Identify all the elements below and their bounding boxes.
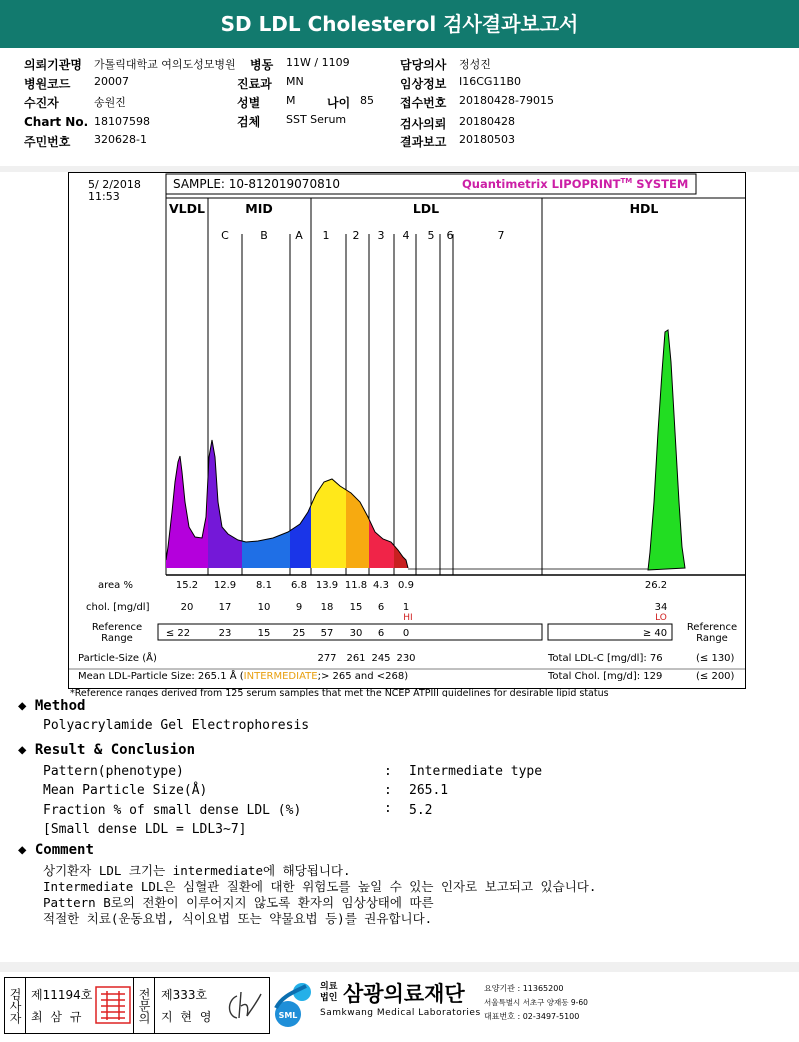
ref-label-right-1: Reference: [686, 622, 738, 633]
lipoprint-sample: SAMPLE: 10-812019070810: [173, 177, 340, 191]
examiner-label: 검사자: [5, 978, 26, 1033]
ward-label: 병동: [250, 58, 274, 72]
sex-value: M: [286, 94, 296, 107]
group-label-mid: MID: [245, 201, 273, 216]
ref-label-right-2: Range: [696, 633, 728, 644]
clinical-label: 임상정보: [400, 77, 447, 91]
band-label: 4: [402, 229, 410, 242]
ref-value: 30: [349, 628, 363, 639]
signature-box: [4, 977, 270, 1034]
lab-name: 삼광의료재단: [343, 982, 465, 1006]
dept-value: MN: [286, 75, 304, 88]
total-ldl: Total LDL-C [mg/dl]: 76: [548, 653, 663, 664]
comment-line: 상기환자 LDL 크기는 intermediate에 해당됩니다.: [43, 863, 351, 878]
specimen-value: SST Serum: [286, 113, 347, 126]
ref-value: 57: [320, 628, 334, 639]
method-text: Polyacrylamide Gel Electrophoresis: [43, 718, 310, 733]
result-heading: Result & Conclusion: [34, 742, 196, 758]
lipoprint-report: [68, 172, 746, 697]
ref-value: 23: [218, 628, 232, 639]
clinical-value: I16CG11B0: [459, 75, 521, 88]
lab-name-en: Samkwang Medical Laboratories: [320, 1008, 481, 1018]
chol-value: 17: [218, 602, 232, 613]
ref-label-1: Reference: [91, 622, 143, 633]
lipoprint-date: 5/ 2/2018: [88, 178, 141, 191]
lab-prefix: [320, 982, 337, 1004]
hospital-label: 의뢰기관명: [24, 58, 82, 72]
hi-flag: HI: [403, 613, 413, 623]
band-label: C: [221, 229, 229, 242]
patient-label: 수진자: [24, 96, 59, 110]
chart-value: 18107598: [94, 115, 150, 128]
code-label: 병원코드: [24, 77, 71, 91]
dept-label: 진료과: [237, 77, 272, 91]
specimen-label: 검체: [237, 115, 261, 129]
lab-logo-icon: [272, 978, 320, 1028]
group-label-vldl: VLDL: [169, 201, 205, 216]
chol-value: 6: [377, 602, 385, 613]
patient-info: [0, 48, 799, 167]
area-value: 4.3: [373, 580, 389, 591]
lo-flag: LO: [655, 613, 667, 623]
chol-value: 20: [180, 602, 194, 613]
band-label: 3: [377, 229, 385, 242]
id-value: 320628-1: [94, 133, 147, 146]
id-label: 주민번호: [24, 135, 71, 149]
area-value: 12.9: [213, 580, 237, 591]
specialist-label: 전문의: [133, 978, 155, 1033]
result-row-label: Pattern(phenotype): [43, 764, 184, 779]
chol-value: 9: [295, 602, 303, 613]
lab-prefix-2: 법인: [320, 993, 338, 1003]
request-value: 20180428: [459, 115, 515, 128]
area-value: 11.8: [344, 580, 368, 591]
doctor-value: 정성진: [459, 58, 491, 71]
area-value: 13.9: [315, 580, 339, 591]
band-label: A: [295, 229, 303, 242]
patient-value: 송원진: [94, 96, 126, 109]
ref-value: 6: [377, 628, 385, 639]
comment-line: 적절한 치료(운동요법, 식이요법 또는 약물요법 등)를 권유합니다.: [43, 911, 433, 926]
lipoprint-footnote: *Reference ranges derived from 125 serum samples that met the NCEP ATPIII guidelines for desirable lipid status: [70, 688, 609, 697]
report-title: SD LDL Cholesterol 검사결과보고서: [0, 0, 799, 48]
psize-value: 230: [396, 653, 416, 664]
hdl-ref-value: ≥ 40: [642, 628, 668, 639]
result-row-value: 5.2: [409, 803, 433, 818]
ref-value: 15: [257, 628, 271, 639]
ref-value: ≤ 22: [165, 628, 191, 639]
result-row-label: Fraction % of small dense LDL (%): [43, 803, 302, 818]
total-chol-ref: (≤ 200): [696, 671, 735, 682]
age-label: 나이: [327, 96, 351, 110]
chol-value: 10: [257, 602, 271, 613]
code-value: 20007: [94, 75, 129, 88]
area-value: 8.1: [256, 580, 272, 591]
chol-value: 18: [320, 602, 334, 613]
mean-size-line: Mean LDL-Particle Size: 265.1 Å (INTERMEDIATE;> 265 and <268): [78, 671, 409, 682]
psize-label: Particle-Size (Å): [78, 653, 157, 664]
lab-logo-text: SML: [278, 1011, 298, 1020]
doctor-label: 담당의사: [400, 58, 447, 72]
group-label-ldl: LDL: [412, 201, 440, 216]
total-chol: Total Chol. [mg/d]: 129: [548, 671, 663, 682]
chol-value: 1: [402, 602, 410, 613]
result-row-value: 265.1: [409, 783, 449, 798]
comment-heading: Comment: [34, 842, 94, 858]
area-value: 0.9: [398, 580, 414, 591]
report-date-value: 20180503: [459, 133, 515, 146]
band-label: 2: [352, 229, 360, 242]
ward-value: 11W / 1109: [286, 56, 350, 69]
examiner-seal: [95, 986, 131, 1024]
psize-value: 245: [371, 653, 391, 664]
request-label: 검사의뢰: [400, 117, 447, 131]
lab-address: 서울특별시 서초구 양재동 9-60: [484, 998, 588, 1007]
comment-line: Intermediate LDL은 심혈관 질환에 대한 위험도를 높일 수 있는 인자로 보고되고 있습니다.: [43, 879, 597, 894]
band-label: 6: [446, 229, 454, 242]
accession-label: 접수번호: [400, 96, 447, 110]
footer-band: [0, 962, 799, 972]
area-value: 6.8: [291, 580, 307, 591]
band-label: 7: [497, 229, 505, 242]
area-label: area %: [98, 580, 133, 591]
age-value: 85: [360, 94, 374, 107]
result-note: [Small dense LDL = LDL3~7]: [43, 822, 247, 837]
area-value: 15.2: [175, 580, 199, 591]
lab-org-no: 요양기관 : 11365200: [484, 984, 564, 993]
result-colon: :: [384, 801, 392, 816]
lipoprint-system: Quantimetrix LIPOPRINT™ SYSTEM: [462, 177, 689, 191]
psize-value: 261: [346, 653, 366, 664]
chol-value: 15: [349, 602, 363, 613]
examiner-name: 최 삼 규: [31, 1010, 84, 1024]
band-label: 5: [427, 229, 435, 242]
examiner-no: 제11194호: [31, 988, 93, 1002]
chol-label: chol. [mg/dl]: [86, 602, 150, 613]
lab-phone: 대표번호 : 02-3497-5100: [484, 1012, 580, 1021]
hdl-chol-value: 34: [654, 602, 668, 613]
total-ldl-ref: (≤ 130): [696, 653, 735, 664]
accession-value: 20180428-79015: [459, 94, 554, 107]
result-row-label: Mean Particle Size(Å): [43, 783, 208, 798]
specialist-name: 지 현 영: [161, 1010, 214, 1024]
band-label: 1: [322, 229, 330, 242]
result-row-value: Intermediate type: [409, 764, 543, 779]
group-label-hdl: HDL: [629, 201, 659, 216]
psize-value: 277: [317, 653, 337, 664]
report-date-label: 결과보고: [400, 135, 447, 149]
result-colon: :: [384, 783, 392, 798]
ref-value: 0: [402, 628, 410, 639]
method-heading: Method: [34, 698, 86, 714]
lab-prefix-1: 의료: [320, 982, 338, 992]
hdl-area-value: 26.2: [644, 580, 668, 591]
sex-label: 성별: [237, 96, 261, 110]
band-label: B: [260, 229, 268, 242]
specialist-no: 제333호: [161, 988, 208, 1002]
specialist-signature: [223, 988, 263, 1024]
ref-value: 25: [292, 628, 306, 639]
hospital-value: 가톨릭대학교 여의도성모병원: [94, 58, 236, 71]
result-colon: :: [384, 764, 392, 779]
ref-label-2: Range: [101, 633, 133, 644]
comment-line: Pattern B로의 전환이 이루어지지 않도록 환자의 임상상태에 따른: [43, 895, 434, 910]
chart-label: Chart No.: [24, 115, 89, 129]
lipoprint-time: 11:53: [88, 190, 120, 203]
